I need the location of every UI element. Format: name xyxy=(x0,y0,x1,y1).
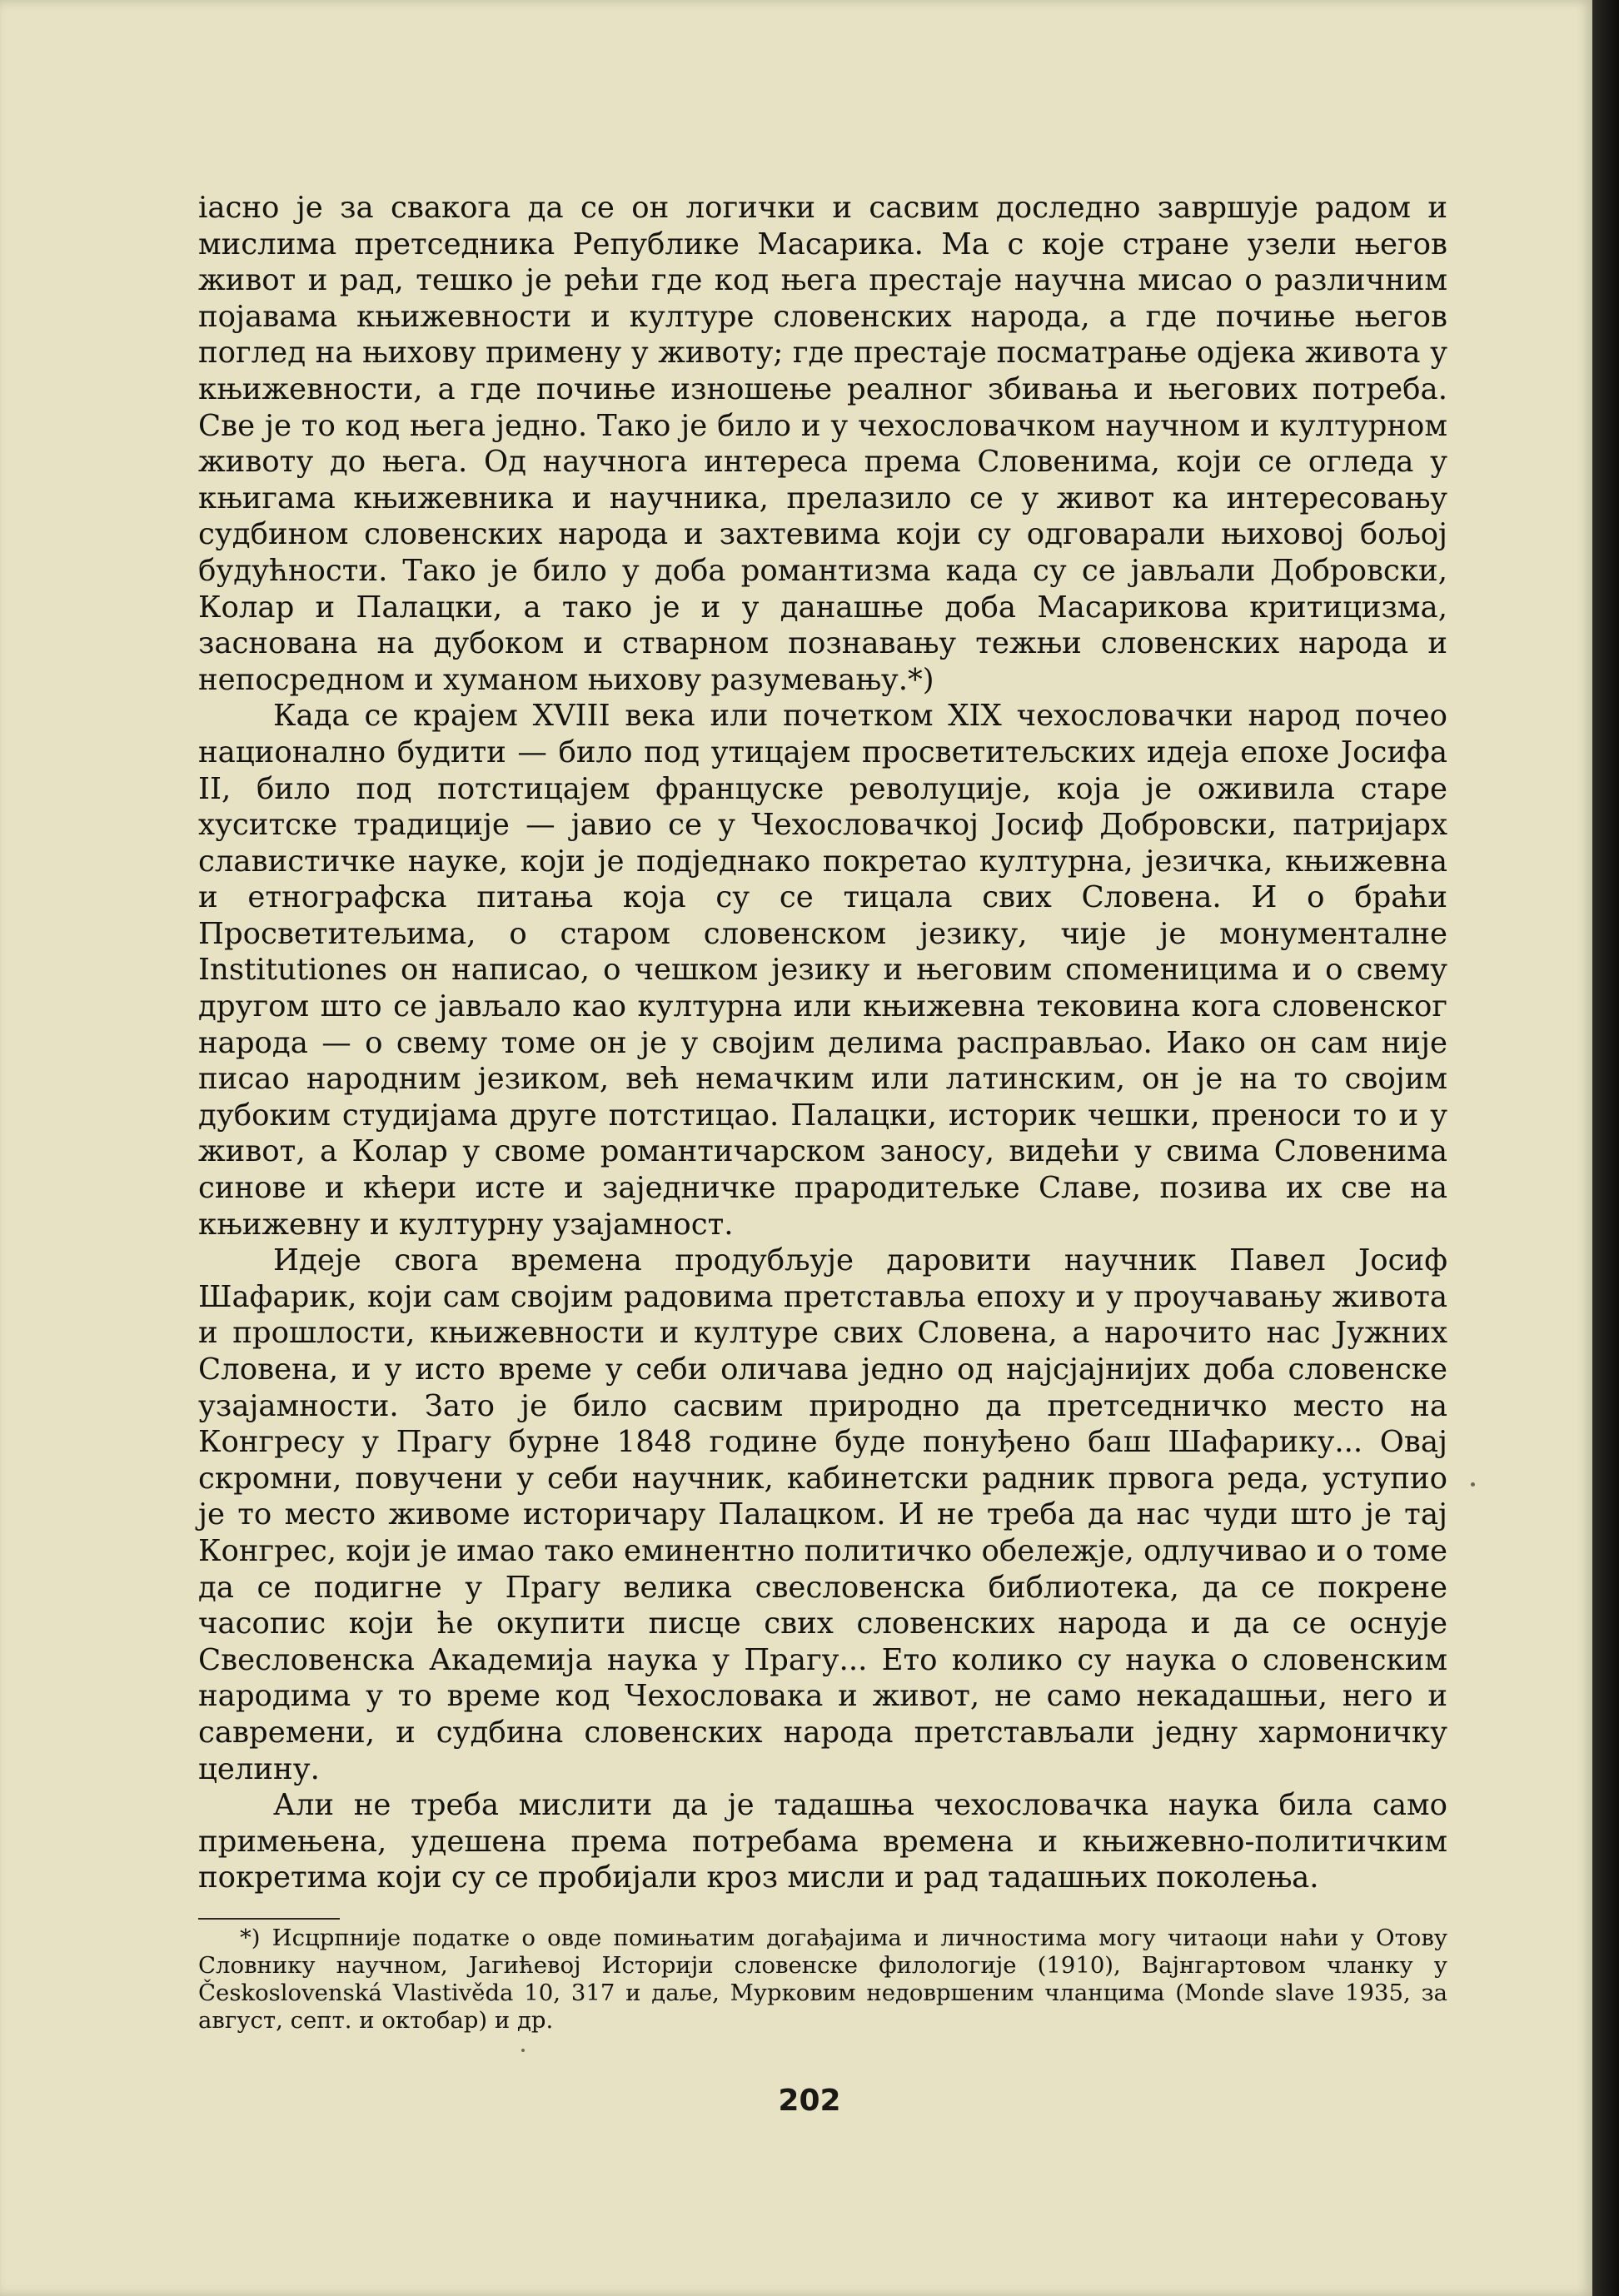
paragraph-3: Идеје свога времена продубљује даровити научник Павел Јосиф Шафарик, који сам својим радовима претставља епоху и у проучавању живота и прошлости, књижевности и културе свих Словена, а нарочито нас Јужних Словена, и у исто време у себи оличава једно од најсјајнијих доба словенске узајамности. Зато је било сасвим природно да претседничко место на Конгресу у Прагу бурне 1848 године буде понуђено баш Шафарику... Овај скромни, повучени у себи научник, кабинетски радник првога реда, уступио је то место живоме историчару Палацком. И не треба да нас чуди што је тај Конгрес, који је имао тако еминентно политичко обележје, одлучивао и о томе да се подигне у Прагу велика свесловенска библиотека, да се покрене часопис који ће окупити писце свих словенских народа и да се оснује Свесловенска Академија наука у Прагу... Ето колико су наука о словенским народима у то време код Чехословака и живот, не само некадашњи, него и савремени, и судбина словенских народа претстављали једну хармоничку целину. xyxy=(198,1243,1447,1786)
paragraph-1: iасно је за свакога да се он логички и сасвим доследно завршује радом и мислима претседника Републике Масарика. Ма с које стране узели његов живот и рад, тешко је рећи где код њега престаје научна мисао о различним појавама књижевности и културе словенских народа, а где почиње његов поглед на њихову примену у животу; где престаје посматрање одјека живота у књижевности, а где почиње изношење реалног збивања и његових потреба. Све је то код њега једно. Тако је било и у чехословачком научном и културном животу до њега. Од научнога интереса према Словенима, који се огледа у књигама књижевника и научника, прелазило се у живот ка интересовању судбином словенских народа и захтевима који су одговарали њиховој бољој будућности. Тако је било у доба романтизма када су се јављали Добровски, Колар и Палацки, а тако је и у данашње доба Масарикова критицизма, засновaна на дубоком и стварном познавању тежњи словенских народа и непосредном и хуманом њихову разумевању.*) xyxy=(198,191,1447,697)
footnote: *) Исцрпније податке о овде помињатим догађајима и личностима могу читаоци наћи у Отову Словнику научном, Јагићевој Историји словенске филологије (1910), Вајнгартовом чланку у Československá Vlastivěda 10, 317 и даље, Мурковим недовршеним чланцима (Monde slave 1935, за август, септ. и октобар) и др. xyxy=(198,1924,1447,2034)
paragraph-4: Али не треба мислити да је тадашња чехословачка наука била само примењена, удешена према потребама времена и књижевно-политичким покретима који су се пробијали кроз мисли и рад тадашњих поколења. xyxy=(198,1788,1447,1895)
book-spine-edge xyxy=(1592,0,1619,2296)
footnote-divider xyxy=(198,1918,340,1920)
body-text xyxy=(198,190,1447,2035)
paragraph-2: Када се крајем XVIII века или почетком XIX чехословачки народ почео национално будити — било под утицајем просветитељских идеја епохе Јосифа II, било под потстицајем француске револуције, која је оживила старе хуситске традиције — јавио се у Чехословачкој Јосиф Добровски, патријарх славистичке науке, који је подједнако покретао културна, језичка, књижевна и етнографска питања која су се тицала свих Словена. И о браћи Просветитељима, о старом словенском језику, чије је монументалне Institutiones он написао, о чешком језику и његовим споменицима и о свему другом што се јављало као културна или књижевна тековина кога словенског народа — о свему томе он је у својим делима расправљао. Иако он сам није писао народним језиком, већ немачким или латинским, он је на то својим дубоким студијама друге потстицао. Палацки, историк чешки, преноси то и у живот, а Колар у своме романтичарском заносу, видећи у свима Словенима синове и кћери исте и заједничке прародитељке Славе, позива их све на књижевну и културну узајамност. xyxy=(198,699,1447,1242)
stray-mark xyxy=(1471,1482,1475,1487)
page-number: 202 xyxy=(778,2084,841,2118)
stray-mark xyxy=(521,2049,525,2052)
